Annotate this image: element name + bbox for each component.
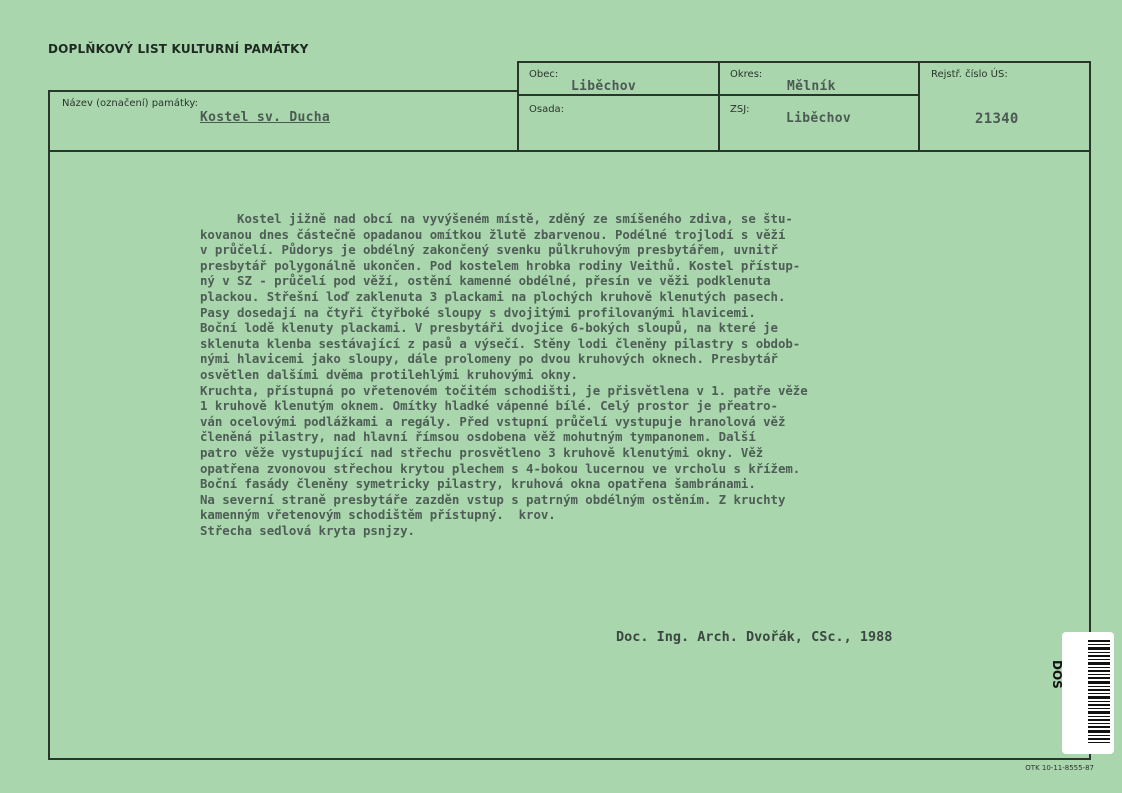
obec-label: Obec: — [529, 69, 559, 80]
obec-value: Liběchov — [571, 79, 637, 94]
footer-code: OTK 10-11-8555-87 — [1025, 764, 1094, 772]
nazev-label: Název (označení) památky: — [62, 98, 198, 109]
divider-1 — [517, 61, 519, 151]
signature: Doc. Ing. Arch. Dvořák, CSc., 1988 — [616, 629, 893, 645]
zsj-label: ZSJ: — [730, 104, 750, 115]
frame-bottom — [48, 758, 1091, 760]
barcode-sticker — [1062, 632, 1114, 754]
okres-label: Okres: — [730, 69, 763, 80]
divider-3 — [918, 61, 920, 151]
header-separator — [48, 150, 1091, 152]
zsj-value: Liběchov — [786, 111, 852, 126]
frame-left — [48, 90, 50, 760]
okres-value: Mělník — [787, 79, 836, 94]
divider-2 — [718, 61, 720, 151]
rejstr-value: 21340 — [975, 111, 1019, 127]
osada-label: Osada: — [529, 104, 565, 115]
rejstr-label: Rejstř. číslo ÚS: — [931, 69, 1008, 80]
nazev-value: Kostel sv. Ducha — [200, 110, 331, 125]
barcode-label: DOS — [1050, 660, 1064, 689]
frame-top-left — [48, 90, 518, 92]
frame-top-right — [517, 61, 1091, 63]
form-title: DOPLŇKOVÝ LIST KULTURNÍ PAMÁTKY — [48, 42, 309, 56]
barcode-icon — [1062, 632, 1114, 754]
description-text: Kostel jižně nad obcí na vyvýšeném místě, zděný ze smíšeného zdiva, se štu- kovanou dnes částečně opadanou omítkou žlutě zbarvenou. Podélné trojlodí s věží v průčelí. Půdorys je obdélný zakončený svenku půlkruhovým presbytářem, uvnitř presbytář polygonálně ukončen. Pod kostelem hrobka rodiny Veithů. Kostel přístup- ný v SZ - průčelí pod věží, ostění kamenné obdélné, přesín ve věži podklenuta plackou. Střešní loď zaklenuta 3 plackami na plochých kruhově klenutých pasech. Pasy dosedají na čtyři čtyřboké sloupy s dvojitými profilovanými hlavicemi. Boční lodě klenuty plackami. V presbytáři dvojice 6-bokých sloupů, na které je sklenuta klenba sestávající z pasů a výsečí. Stěny lodi členěny pilastry s obdob- nými hlavicemi jako sloupy, dále prolomeny po dvou kruhových oknech. Presbytář osvětlen dalšími dvěma protilehlými kruhovými okny. Kruchta, přístupná po vřetenovém točitém schodišti, je přisvětlena v 1. patře věže 1 kruhově klenutým oknem. Omítky hladké vápenné bílé. Celý prostor je přeatro- ván ocelovými podlážkami a regály. Před vstupní průčelí vystupuje hranolová věž členěná pilastry, nad hlavní římsou osdobena věž mohutným tympanonem. Další patro věže vystupující nad střechu prosvětleno 3 kruhově klenutými okny. Věž opatřena zvonovou střechou krytou plechem s 4-bokou lucernou ve vrcholu s křížem. Boční fasády členěny symetricky pilastry, kruhová okna opatřena šambránami. Na severní straně presbytáře zazděn vstup s patrným obdélným ostěním. Z kruchty kamenným vřetenovým schodištěm přístupný. krov. Střecha sedlová kryta psnjzy. — [200, 211, 808, 538]
